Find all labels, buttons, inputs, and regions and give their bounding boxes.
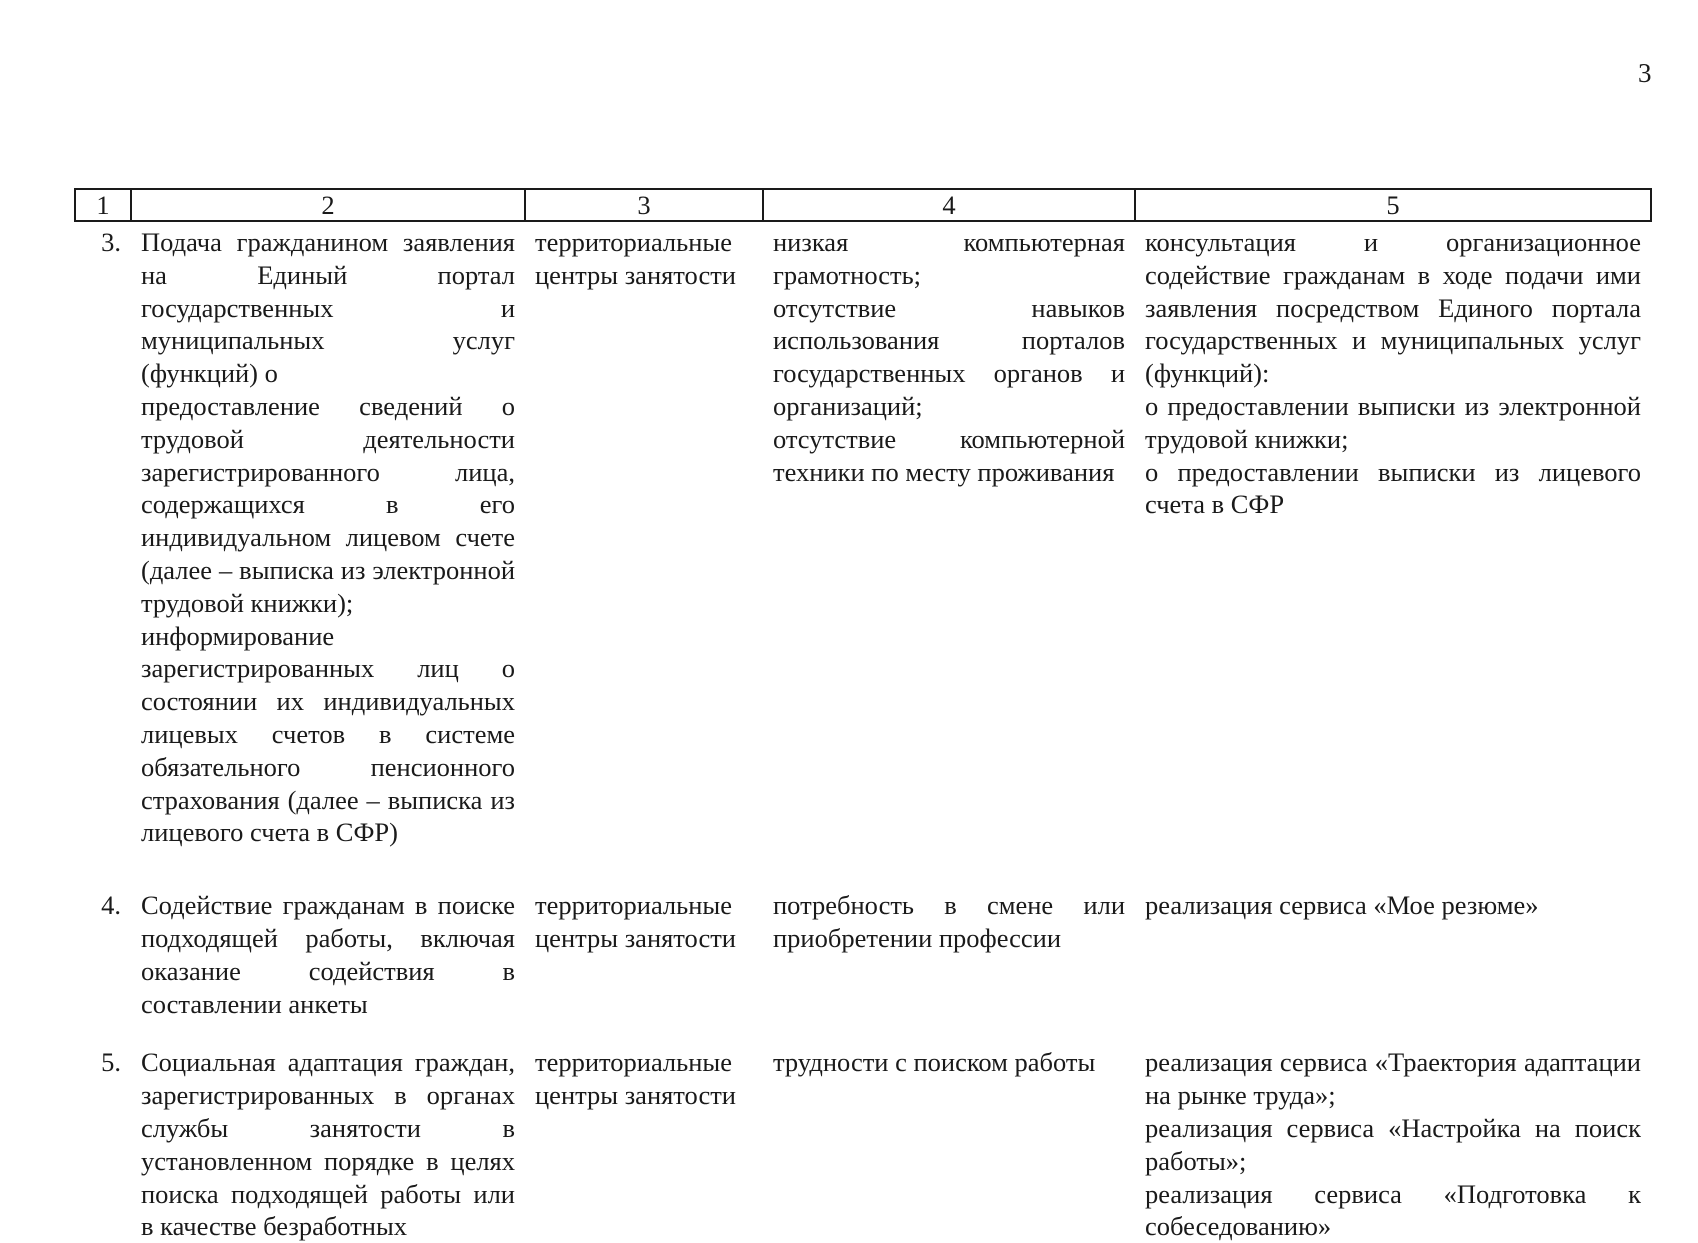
solution-text: о предоставлении выписки из электронной трудовой книжки;	[1145, 390, 1641, 454]
measure-cell	[131, 1046, 525, 1243]
solution-text: реализация сервиса «Настройка на поиск работы»;	[1145, 1112, 1641, 1176]
executor-cell: территориальные центры занятости	[535, 890, 736, 953]
problem-text: отсутствие навыков использования порталов государственных органов и организаций;	[773, 292, 1125, 421]
solution-text: о предоставлении выписки из лицевого счета в СФР	[1145, 456, 1641, 520]
problem-text: трудности с поиском работы	[773, 1047, 1096, 1078]
problem-text: низкая компьютерная грамотность;	[773, 227, 1125, 290]
header-col-2: 2	[131, 189, 525, 221]
measure-cell	[131, 221, 525, 889]
header-col-4: 4	[763, 189, 1135, 221]
measure-text: Социальная адаптация граждан, зарегистрированных в органах службы занятости в установленном порядке в целях поиска подходящей работы или в качестве безработных	[141, 1047, 515, 1242]
header-col-3: 3	[525, 189, 763, 221]
header-col-1: 1	[75, 189, 131, 221]
measures-table	[74, 188, 1652, 1243]
solution-text: реализация сервиса «Траектория адаптации на рынке труда»;	[1145, 1047, 1641, 1111]
problems-cell	[763, 1046, 1135, 1243]
problem-text: потребность в смене или приобретении профессии	[773, 890, 1125, 953]
table-row	[75, 889, 1651, 1046]
page-number: 3	[1638, 58, 1652, 88]
table-row	[75, 221, 1651, 889]
problem-text: отсутствие компьютерной техники по месту проживания	[773, 423, 1125, 487]
measure-text: Содействие гражданам в поиске подходящей работы, включая оказание содействия в составлении анкеты	[141, 890, 515, 1019]
measure-text: информирование зарегистрированных лиц о состоянии их индивидуальных лицевых счетов в системе обязательного пенсионного страхования (далее – выписка из лицевого счета в СФР)	[141, 620, 515, 848]
executor-cell: территориальные центры занятости	[535, 1047, 736, 1111]
header-col-5: 5	[1135, 189, 1651, 221]
row-number: 3.	[101, 227, 121, 257]
solution-text: консультация и организационное содействие гражданам в ходе подачи ими заявления посредством Единого портала государственных и муниципальных услуг (функций):	[1145, 227, 1641, 389]
solution-cell	[1135, 1046, 1651, 1243]
solution-text: реализация сервиса «Подготовка к собеседованию»	[1145, 1178, 1641, 1242]
solution-text: реализация сервиса «Мое резюме»	[1145, 890, 1539, 921]
row-number: 4.	[101, 890, 121, 921]
problems-cell	[763, 221, 1135, 889]
executor-cell: территориальные центры занятости	[535, 227, 736, 290]
measure-cell	[131, 889, 525, 1046]
header-row	[75, 189, 1651, 221]
problems-cell	[763, 889, 1135, 1046]
row-number: 5.	[101, 1047, 121, 1078]
solution-cell	[1135, 221, 1651, 889]
table-row	[75, 1046, 1651, 1243]
measure-text: Подача гражданином заявления на Единый портал государственных и муниципальных услуг (функций) о	[141, 227, 515, 389]
solution-cell	[1135, 889, 1651, 1046]
measure-text: предоставление сведений о трудовой деятельности зарегистрированного лица, содержащихся в его индивидуальном лицевом счете (далее – выписка из электронной трудовой книжки);	[141, 390, 515, 618]
